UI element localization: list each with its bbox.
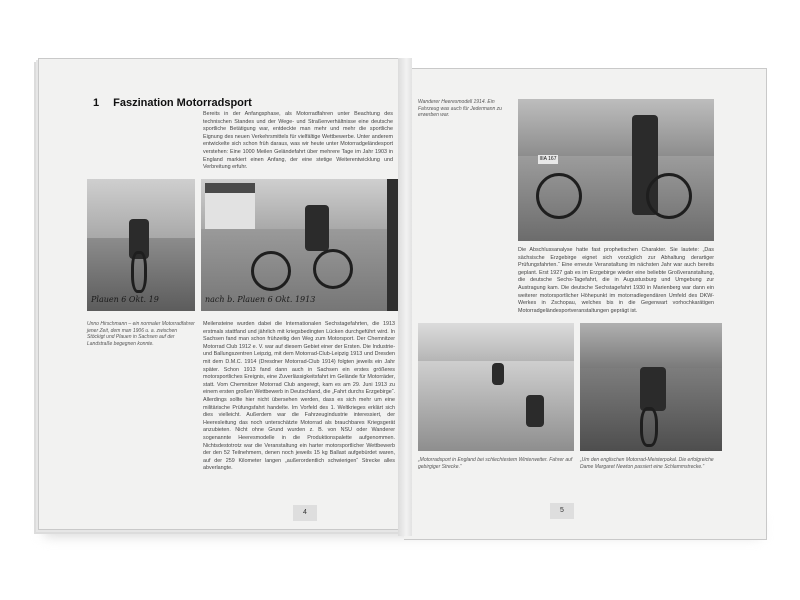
photo-motorcycle-wheel [131,251,147,293]
intro-paragraph: Bereits in der Anfangsphase, als Motorradfahren unter Beachtung des technischen Standes und der Wege- und Straßenverhältnisse eine deutsche sportliche Betätigung war, entdeckte man mehr und mehr die sportliche Eignung des neuen Verkehrsmittels für vielfältige Wettbewerbe. Unter anderem entwickelte sich schon früh daraus, was wir heute unter Motorradgeländesport verstehen: Eine 1000 Meilen Geländefahrt über mehrere Tage im Jahr 1903 in England markiert einen Anfang, der eine stetige Weiterentwicklung und Verbreitung erfuhr. [203,111,393,171]
photo-handwriting: nach b. Plauen 6 Okt. 1913 [205,295,316,304]
body-paragraph: Meilensteine wurden dabei die Internationalen Sechstagefahrten, die 1913 erstmals stattfand und jährlich mit kriegsbedingten Lücken durchgeführt wird. In Sachsen fand man schon frühzeitig den Weg zum Motorsport. Der Chemnitzer Motorrad Club 1912 e. V. war auf diesem Gebiet einer der Ersten. Die Industrie- und Ballungszentren Leipzig, mit dem Motorrad-Club-Leipzig 1913 und Dresden mit dem D.M.C. 1914 (Dresdner Motorrad-Club 1914) folgten jeweils ein Jahr später. Schon 1913 fand dann auch in Sachsen ein erstes größeres motorsportliches Ereignis, eine Zuverlässigkeitsfahrt im Gelände für Motorräder, statt. Vom Chemnitzer Motorrad Club angeregt, kam es am 29. Juni 1913 zu einem ersten großen Wettbewerb in Deutschland, die „Fahrt durchs Erzgebirge“. Allerdings sollte hier nicht übersehen werden, dass es sich mehr um eine militärische Prüfungsfahrt handelte. Im Vorfeld des 1. Weltkrieges erklärt sich dies vielleicht. Außerdem war die Fahrzeugindustrie interessiert, der Heeresleitung das noch unterschätzte Motorrad als brauchbares Kriegsgerät anzubieten. Nicht ohne Grund wurden z. B. von NSU oder Wanderer sogenannte Heeresmodelle in die Produktionspalette aufgenommen. Nichtsdestotrotz war die Veranstaltung ein harter motorsportlicher Wettbewerb der den 52 Teilnehmern, denen noch jeweils 15 kg Ballast aufgebürdet waren, auf der 259 Kilometer langen „außerordentlich schwierigen“ Strecke alles abverlangte. [203,321,395,472]
photo-caption-top: Wanderer Heeresmodell 1914. Ein Fahrzeug was auch für Jedermann zu erwerben war. [418,99,502,118]
photo-winter-trial [418,323,574,451]
photo-mud-track [580,323,722,451]
photo-rear-wheel [313,249,353,289]
photo-crowd-background [580,323,722,368]
chapter-title: Faszination Motorradsport [113,97,252,109]
photo-rider-motorcycle [201,179,401,311]
photo-caption: Unno Hirschmann – ein normaler Motorradfahrer jener Zeit, dem man 1906 u. a. zwischen Stöckigt und Plauen in Sachsen auf der Landstraße begegnen konnte. [87,321,195,347]
photo-sky [418,323,574,361]
photo-rider-figure [305,205,329,251]
photo-caption-bottom-right: „Um den englischen Motorrad-Meisterpokal. Die erfolgreiche Dame Margaret Newton passiert eine Schlammstrecke.“ [580,457,714,470]
right-paragraph: Die Abschlussanalyse hatte fast prophetischen Charakter. Sie lautete: „Das sächsische Erzgebirge eignet sich vorzüglich zur Abhaltung derartiger Prüfungsfahrten.“ Eine erneute Veranstaltung im nächsten Jahr war auch bereits geplant. Erst 1927 gab es im Erzgebirge wieder eine beliebte Großveranstaltung, die deutsche Sechs-Tagefahrt, die in Augustusburg und Umgebung zur Austragung kam. Die deutsche Sechstagefahrt 1930 in Marienberg war dann ein weiterer motorsportlicher Höhepunkt im motorradlegendären Umfeld des DKW-Werkes in Zschopau, welches bis in die Gegenwart vorhochkarätigen Motorradgeländesportveranstaltungen geprägt ist. [518,247,714,314]
photo-rear-wheel [646,173,692,219]
photo-license-plate: IIIA 167 [539,156,557,162]
chapter-number: 1 [93,97,100,109]
photo-handwriting: Plauen 6 Okt. 19 [91,295,159,304]
photo-wanderer-motorcycle [518,99,714,241]
photo-rider-road [87,179,195,311]
open-book [38,58,766,536]
photo-front-wheel [536,173,582,219]
page-number: 5 [550,503,574,519]
photo-front-wheel [640,407,658,447]
book-gutter [398,58,412,536]
photo-rider-figure [492,363,504,385]
photo-sky [518,99,714,156]
photo-caption-bottom-left: „Motorradsport in England bei schlechtestem Winterwetter. Fahrer auf gebirgiger Strecke.“ [418,457,573,470]
left-page [38,58,405,530]
photo-front-wheel [251,251,291,291]
photo-rider-figure [640,367,666,411]
page-number: 4 [293,505,317,521]
right-page [404,68,767,540]
photo-rider-figure [526,395,544,427]
chapter-heading [93,97,252,109]
